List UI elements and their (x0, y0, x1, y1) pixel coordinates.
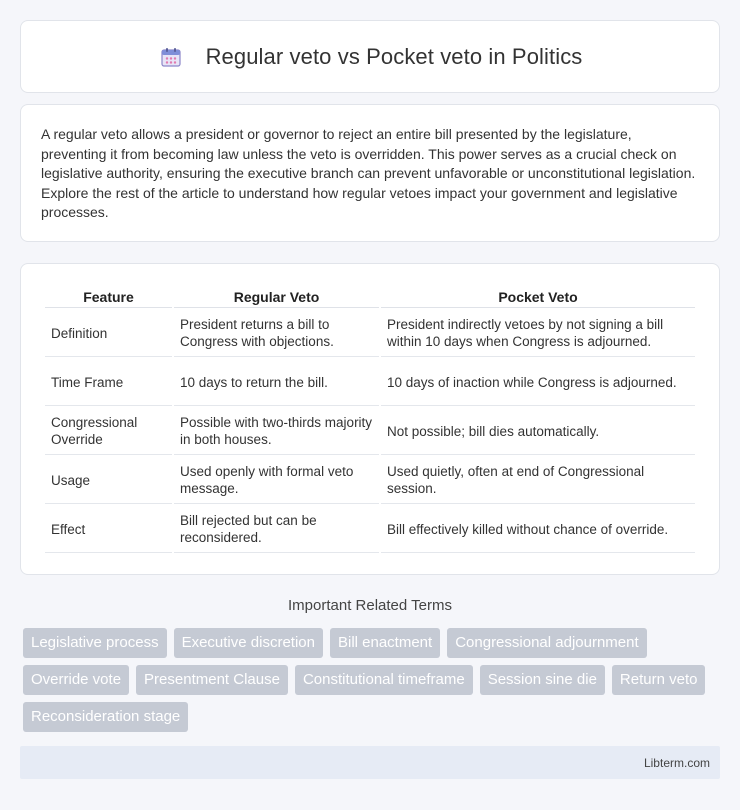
table-cell: Not possible; bill dies automatically. (381, 408, 695, 455)
table-row (45, 506, 695, 553)
tag-return-veto[interactable]: Return veto (612, 665, 706, 695)
tag-constitutional-timeframe[interactable]: Constitutional timeframe (295, 665, 473, 695)
header-regular-veto: Regular Veto (174, 286, 379, 308)
table-cell: Bill effectively killed without chance of override. (381, 506, 695, 553)
tag-session-sine-die[interactable]: Session sine die (480, 665, 605, 695)
title-card (20, 20, 720, 93)
comparison-card (20, 263, 720, 575)
table-cell: Possible with two-thirds majority in both houses. (174, 408, 379, 455)
calendar-icon (158, 44, 184, 70)
table-cell: 10 days to return the bill. (174, 359, 379, 406)
table-row (45, 310, 695, 357)
table-cell: President returns a bill to Congress with objections. (174, 310, 379, 357)
related-terms-title: Important Related Terms (288, 597, 452, 614)
table-cell: Time Frame (45, 359, 172, 406)
tag-presentment-clause[interactable]: Presentment Clause (136, 665, 288, 695)
tag-bill-enactment[interactable]: Bill enactment (330, 628, 440, 658)
table-cell: Definition (45, 310, 172, 357)
table-cell: Used openly with formal veto message. (174, 457, 379, 504)
table-cell: Bill rejected but can be reconsidered. (174, 506, 379, 553)
tag-congressional-adjournment[interactable]: Congressional adjournment (447, 628, 646, 658)
header-feature: Feature (45, 286, 172, 308)
table-row (45, 359, 695, 406)
table-cell: Usage (45, 457, 172, 504)
related-terms-list (23, 628, 723, 739)
footer-site-link[interactable]: Libterm.com (643, 756, 710, 770)
intro-card (20, 104, 720, 242)
intro-text: A regular veto allows a president or governor to reject an entire bill presented by the legislature, preventing it from becoming law unless the veto is overridden. This power serves as a crucial check on legislative authority, ensuring the executive branch can prevent unfavorable or unconstitutional legislation. Explore the rest of the article to understand how regular vetoes impact your government and legislative processes. (41, 126, 696, 221)
tag-legislative-process[interactable]: Legislative process (23, 628, 167, 658)
table-cell: President indirectly vetoes by not signing a bill within 10 days when Congress is adjourned. (381, 310, 695, 357)
table-row (45, 457, 695, 504)
footer (20, 746, 720, 779)
table-cell: Congressional Override (45, 408, 172, 455)
header-pocket-veto: Pocket Veto (381, 286, 695, 308)
page-title: Regular veto vs Pocket veto in Politics (205, 43, 583, 69)
table-row (45, 408, 695, 455)
table-cell: 10 days of inaction while Congress is adjourned. (381, 359, 695, 406)
tag-executive-discretion[interactable]: Executive discretion (174, 628, 323, 658)
tag-override-vote[interactable]: Override vote (23, 665, 129, 695)
tag-reconsideration-stage[interactable]: Reconsideration stage (23, 702, 188, 732)
table-cell: Effect (45, 506, 172, 553)
comparison-table (43, 284, 697, 555)
table-cell: Used quietly, often at end of Congressional session. (381, 457, 695, 504)
table-header-row (45, 286, 695, 308)
